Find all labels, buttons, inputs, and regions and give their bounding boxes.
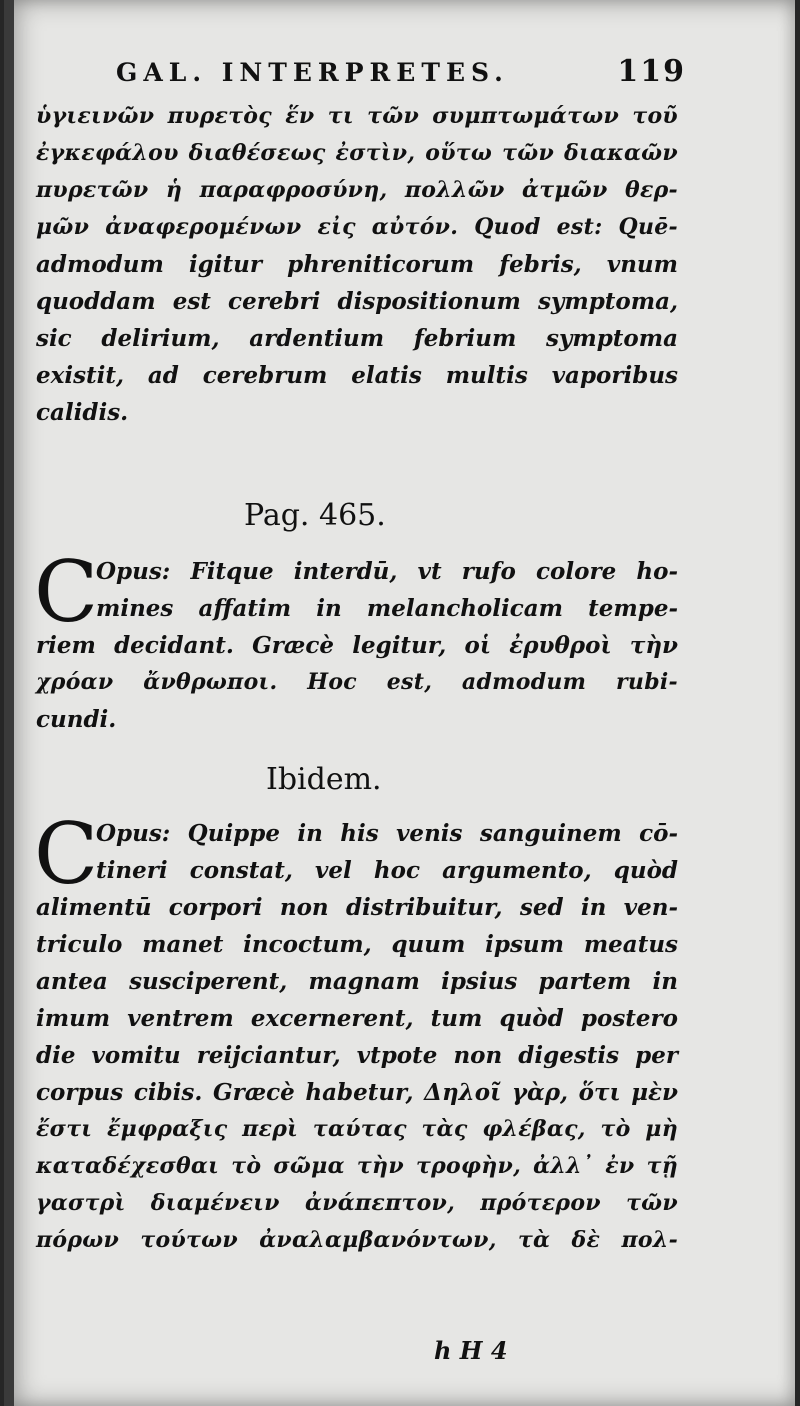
running-title: GAL. INTERPRETES. [116,58,509,87]
text-line: alimentū corpori non distribuitur, sed in ven- [36,894,678,921]
drop-capital: C [34,805,99,903]
text-line: existit, ad cerebrum elatis multis vaporibus [36,362,678,389]
text-line: ὑγιεινῶν πυρετὸς ἕν τι τῶν συμπτωμάτων τοῦ [36,103,678,129]
paragraph-1 [36,98,678,431]
text-line: Opus: Quippe in his venis sanguinem cō- [96,820,678,847]
text-line: cundi. [36,706,117,733]
section-heading-ibidem: Ibidem. [266,762,382,797]
text-line: riem decidant. Græcè legitur, οἱ ἐρυθροὶ τὴν [36,632,678,659]
text-line: admodum igitur phreniticorum febris, vnum [36,251,678,278]
text-line: πόρων τούτων ἀναλαμβανόντων, τὰ δὲ πολ- [36,1227,678,1253]
text-line: corpus cibis. Græcè habetur, Δηλοῖ γὰρ, ὅτι μὲν [36,1079,678,1106]
text-line: antea susciperent, magnam ipsius partem in [36,968,678,995]
text-line: quoddam est cerebri dispositionum symptoma, [36,288,678,315]
text-line: καταδέχεσθαι τὸ σῶμα τὴν τροφὴν, ἀλλ᾽ ἐν τῇ [36,1153,678,1179]
text-line: ἐγκεφάλου διαθέσεως ἐστὶν, οὕτω τῶν διακαῶν [36,140,678,166]
signature-mark: h H 4 [434,1336,508,1365]
text-line: tineri constat, vel hoc argumento, quòd [96,857,678,884]
page-number: 119 [617,54,686,89]
text-line: μῶν ἀναφερομένων εἰς αὐτόν. Quod est: Quē- [36,214,678,240]
text-line: χρόαν ἄνθρωποι. Hoc est, admodum rubi- [36,669,678,695]
text-line: mines affatim in melancholicam tempe- [96,595,678,622]
paragraph-3 [36,815,678,1259]
text-line: Opus: Fitque interdū, vt rufo colore ho- [96,558,678,585]
page-gutter-shadow [4,0,14,1406]
text-line: ἔστι ἔμφραξις περὶ ταύτας τὰς φλέβας, τὸ μὴ [36,1116,678,1142]
text-line: πυρετῶν ἡ παραφροσύνη, πολλῶν ἀτμῶν θερ- [36,177,678,203]
text-line: γαστρὶ διαμένειν ἀνάπεπτον, πρότερον τῶν [36,1190,678,1216]
text-line: triculo manet incoctum, quum ipsum meatus [36,931,678,958]
text-line: calidis. [36,399,129,426]
section-heading-page-ref: Pag. 465. [244,498,386,533]
book-page [4,0,795,1406]
text-line: sic delirium, ardentium febrium symptoma [36,325,678,352]
text-line: die vomitu reijciantur, vtpote non digestis per [36,1042,678,1069]
text-line: imum ventrem excernerent, tum quòd postero [36,1005,678,1032]
paragraph-2 [36,553,678,738]
drop-capital: C [34,543,99,641]
running-header [116,52,686,92]
